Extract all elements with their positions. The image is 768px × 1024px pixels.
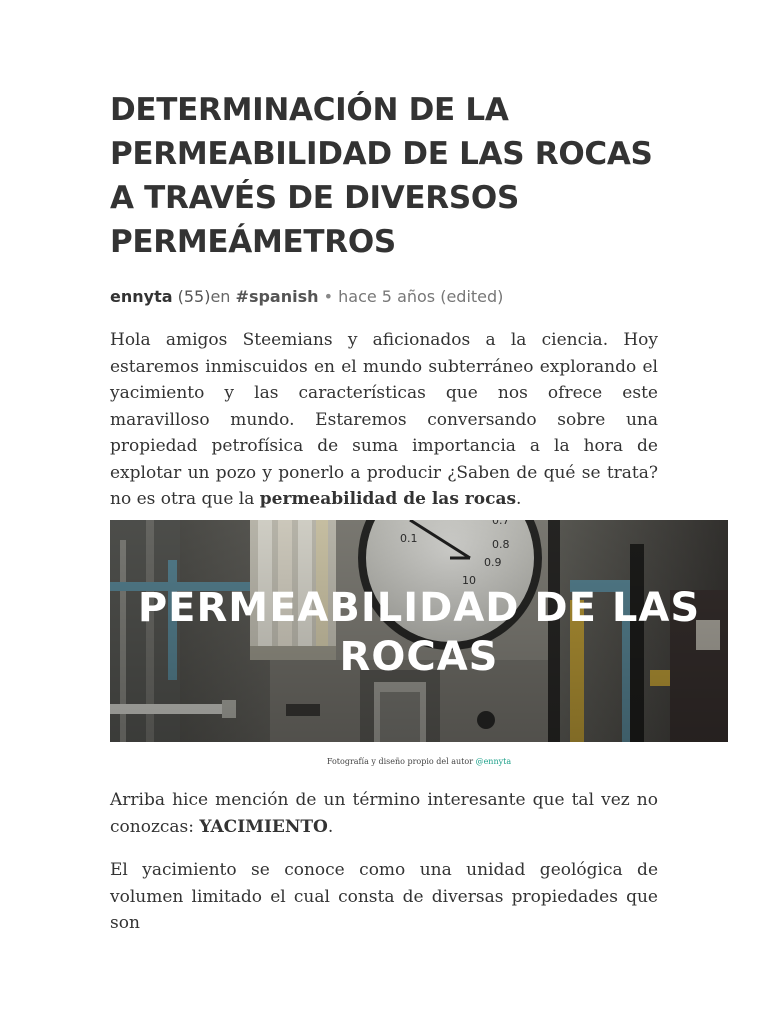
intro-end: . (516, 489, 522, 509)
intro-paragraph (110, 327, 658, 513)
intro-text: Hola amigos Steemians y aficionados a la ciencia. Hoy estaremos inmiscuidos en el mundo subterráneo explorando el yacimiento y las características que nos ofrece este maravilloso mundo. Estaremos conversando sobre una propiedad petrofísica de suma importancia a la hora de explotar un pozo y ponerlo a producir ¿Saben de qué se trata? no es otra que la (110, 330, 658, 509)
image-overlay-line2: ROCAS (339, 634, 499, 680)
image-overlay-line1: PERMEABILIDAD DE LAS (137, 585, 701, 631)
p2-end: . (327, 816, 334, 837)
p2-bold: YACIMIENTO (199, 816, 328, 837)
tag-link[interactable]: #spanish (235, 287, 319, 306)
hero-image (110, 520, 728, 742)
caption-author-link[interactable]: @ennyta (475, 757, 512, 766)
paragraph-yacimiento-definition (110, 857, 658, 937)
post-meta (110, 286, 658, 308)
meta-separator: • (323, 287, 334, 306)
p3-text: El yacimiento se conoce como una unidad geológica de volumen limitado el cual consta de diversas propiedades que son (110, 860, 658, 933)
author-reputation: (55) (177, 287, 211, 306)
permeameter-photo (110, 520, 728, 742)
intro-bold: permeabilidad de las rocas (259, 489, 517, 509)
p2-text: Arriba hice mención de un término interesante que tal vez no conozcas: (110, 790, 658, 837)
post-container (110, 88, 701, 933)
author-link[interactable]: ennyta (110, 287, 173, 306)
in-label: en (210, 287, 231, 306)
image-caption (110, 757, 728, 766)
post-time[interactable]: hace 5 años (edited) (338, 287, 504, 306)
caption-text: Fotografía y diseño propio del autor (326, 757, 476, 766)
paragraph-yacimiento-mention (110, 787, 658, 840)
post-title: DETERMINACIÓN DE LA PERMEABILIDAD DE LAS ROCAS A TRAVÉS DE DIVERSOS PERMEÁMETROS (110, 92, 653, 260)
